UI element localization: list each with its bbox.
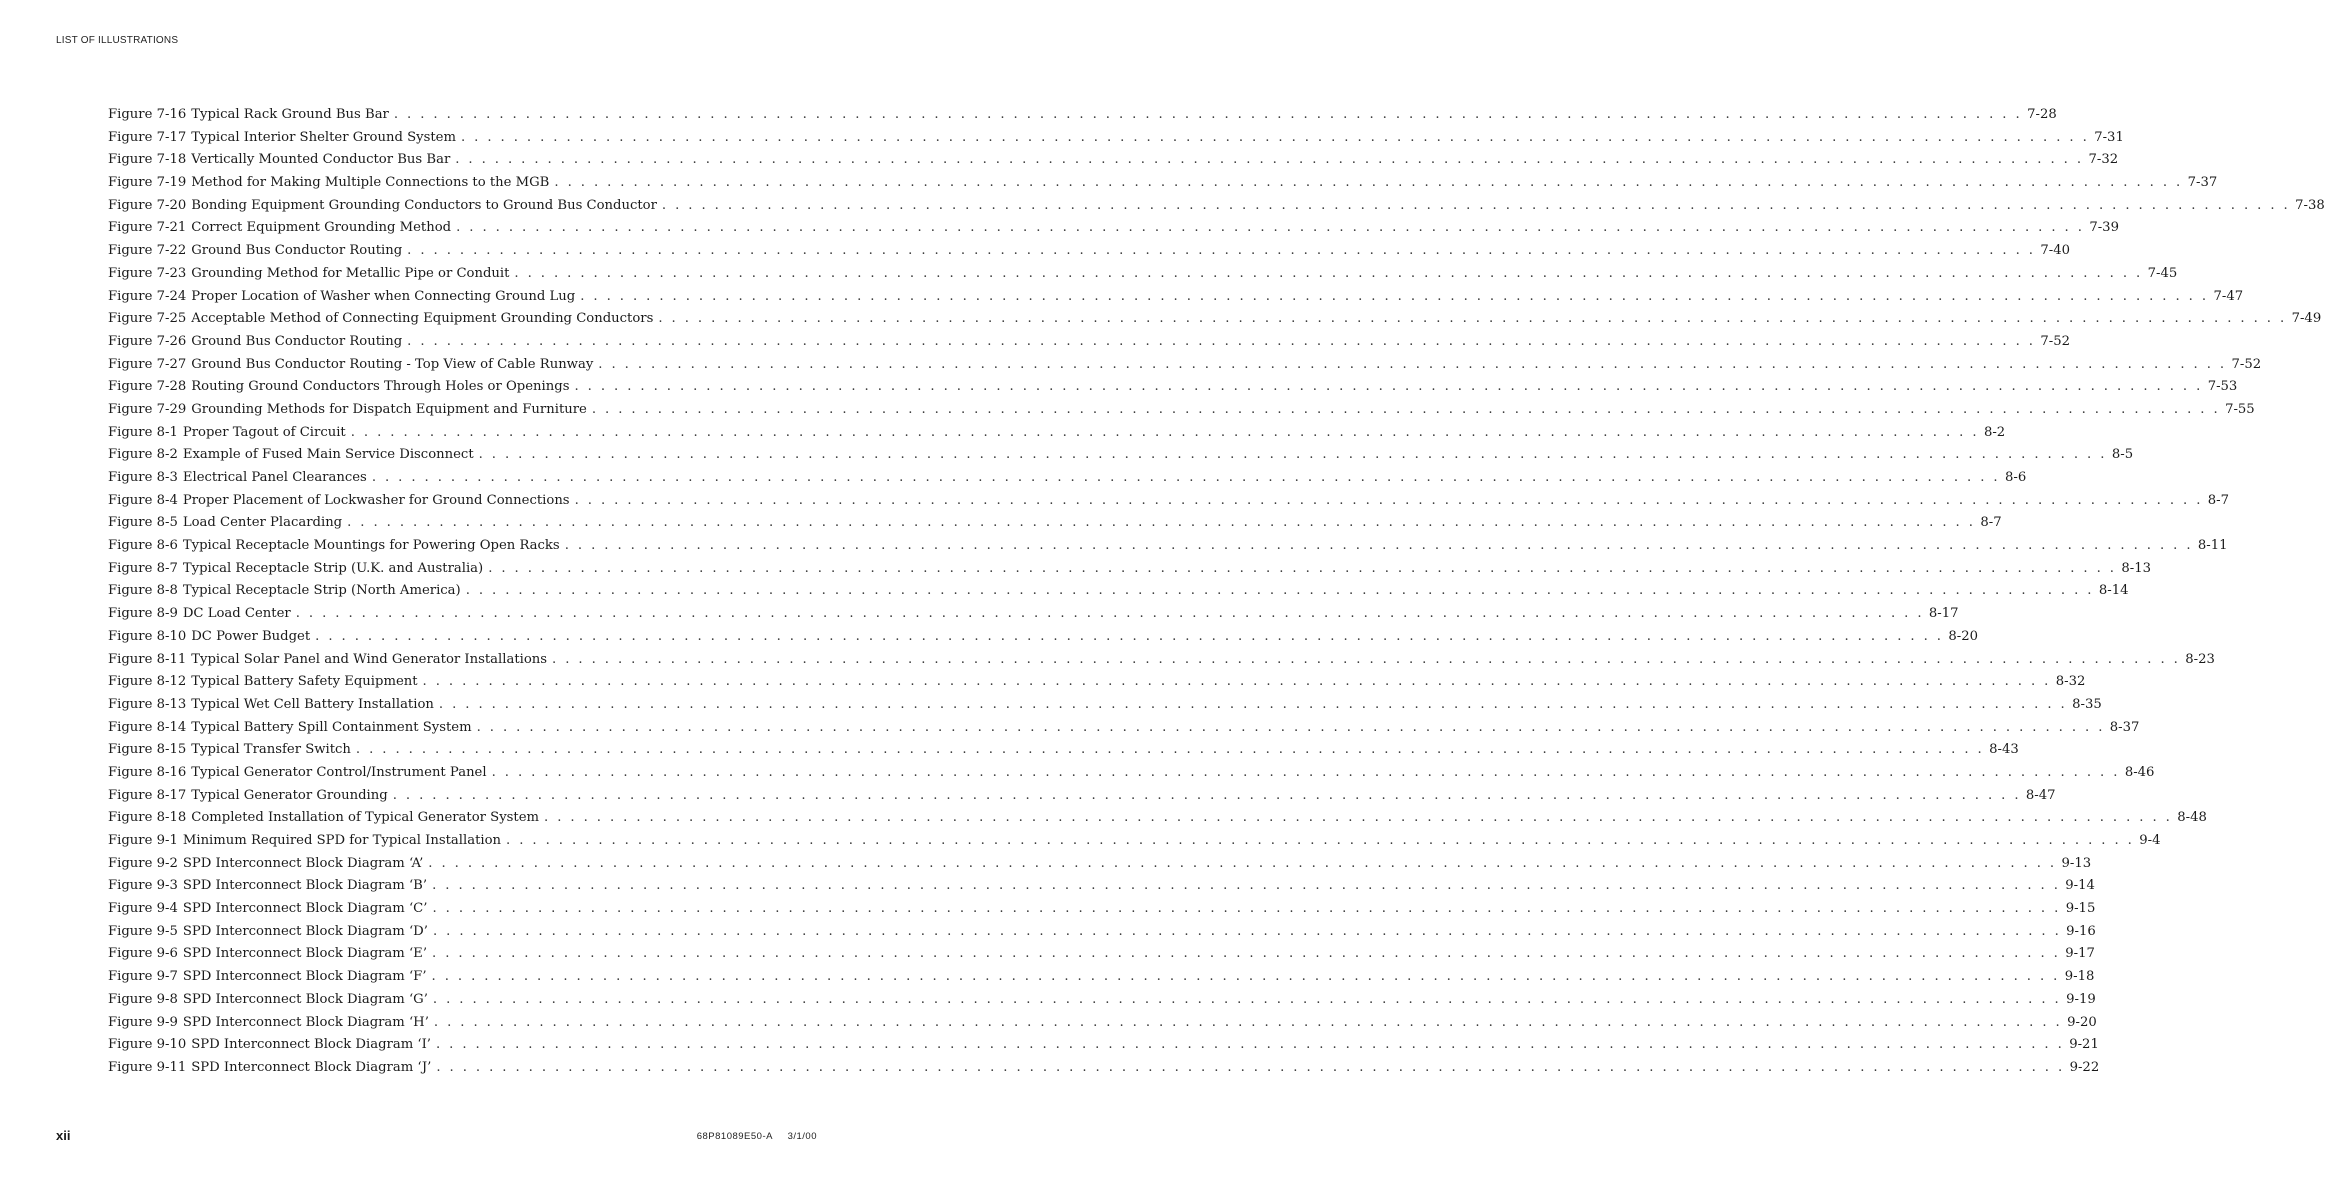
figure-number: Figure 8-7 bbox=[108, 560, 178, 576]
page-reference: 9-20 bbox=[2067, 1014, 2097, 1030]
toc-entry[interactable] bbox=[108, 263, 2178, 286]
dot-leader bbox=[574, 376, 2202, 399]
figure-number: Figure 8-11 bbox=[108, 651, 187, 667]
page-reference: 8-7 bbox=[2207, 492, 2230, 508]
dot-leader bbox=[477, 717, 2105, 740]
figure-title: DC Power Budget bbox=[191, 628, 311, 644]
page-reference: 8-37 bbox=[2109, 719, 2140, 735]
figure-title: Example of Fused Main Service Disconnect bbox=[182, 447, 474, 463]
dot-leader bbox=[432, 966, 2060, 989]
figure-number: Figure 8-2 bbox=[108, 447, 178, 463]
toc-entry[interactable] bbox=[108, 943, 2095, 966]
figure-number: Figure 9-7 bbox=[108, 969, 178, 985]
figure-number: Figure 9-10 bbox=[108, 1037, 187, 1053]
dot-leader bbox=[592, 399, 2220, 422]
figure-title: Typical Receptacle Strip (North America) bbox=[182, 583, 461, 599]
dot-leader bbox=[514, 263, 2142, 286]
dot-leader bbox=[488, 558, 2116, 581]
figure-title: SPD Interconnect Block Diagram ‘D’ bbox=[182, 923, 428, 939]
page-reference: 7-39 bbox=[2089, 220, 2119, 236]
page-reference: 7-32 bbox=[2088, 152, 2119, 168]
dot-leader bbox=[356, 739, 1984, 762]
page-reference: 7-47 bbox=[2213, 288, 2244, 304]
page-reference: 8-48 bbox=[2177, 810, 2207, 826]
page-reference: 8-17 bbox=[1928, 606, 1959, 622]
toc-entry[interactable] bbox=[108, 671, 2086, 694]
figure-number: Figure 8-18 bbox=[108, 810, 187, 826]
figure-number: Figure 7-27 bbox=[108, 356, 187, 372]
page-reference: 9-21 bbox=[2069, 1037, 2099, 1053]
figure-title: Typical Generator Control/Instrument Panel bbox=[191, 764, 487, 780]
page-reference: 8-35 bbox=[2072, 696, 2102, 712]
toc-entry[interactable] bbox=[108, 308, 2322, 331]
toc-entry[interactable] bbox=[108, 1057, 2100, 1080]
toc-entry[interactable] bbox=[108, 354, 2262, 377]
figure-title: Correct Equipment Grounding Method bbox=[191, 220, 452, 236]
dot-leader bbox=[580, 286, 2208, 309]
dot-leader bbox=[393, 785, 2021, 808]
page-reference: 8-43 bbox=[1989, 742, 2019, 758]
dot-leader bbox=[394, 104, 2022, 127]
page-reference: 8-13 bbox=[2121, 560, 2152, 576]
toc-entry[interactable] bbox=[108, 490, 2230, 513]
toc-entry[interactable] bbox=[108, 649, 2215, 672]
figure-title: DC Load Center bbox=[182, 606, 291, 622]
dot-leader bbox=[433, 989, 2061, 1012]
toc-entry[interactable] bbox=[108, 603, 1959, 626]
figure-number: Figure 9-2 bbox=[108, 855, 178, 871]
toc-entry[interactable] bbox=[108, 785, 2056, 808]
figure-title: SPD Interconnect Block Diagram ‘A’ bbox=[182, 855, 424, 871]
toc-entry[interactable] bbox=[108, 558, 2152, 581]
dot-leader bbox=[351, 422, 1979, 445]
figure-title: Typical Rack Ground Bus Bar bbox=[191, 107, 389, 122]
toc-entry[interactable] bbox=[108, 626, 1978, 649]
figure-title: Load Center Placarding bbox=[182, 515, 343, 531]
page-reference: 9-15 bbox=[2065, 901, 2096, 917]
dot-leader bbox=[436, 1034, 2064, 1057]
toc-entry[interactable] bbox=[108, 104, 2057, 127]
figure-title: Routing Ground Conductors Through Holes or Openings bbox=[191, 379, 570, 395]
figure-title: Ground Bus Conductor Routing bbox=[191, 333, 403, 349]
dot-leader bbox=[492, 762, 2120, 785]
figure-title: Proper Location of Washer when Connecting Ground Lug bbox=[191, 288, 576, 304]
toc-entry[interactable] bbox=[108, 830, 2161, 853]
figure-title: Typical Solar Panel and Wind Generator Installations bbox=[191, 651, 548, 667]
figure-number: Figure 8-12 bbox=[108, 674, 187, 690]
figure-title: SPD Interconnect Block Diagram ‘C’ bbox=[182, 901, 428, 917]
figure-title: Electrical Panel Clearances bbox=[182, 470, 367, 485]
figure-title: Typical Receptacle Strip (U.K. and Australia) bbox=[182, 560, 484, 576]
figure-number: Figure 9-6 bbox=[108, 946, 178, 962]
page-number: xii bbox=[56, 1128, 71, 1143]
page-reference: 9-16 bbox=[2066, 923, 2096, 939]
dot-leader bbox=[544, 807, 2172, 830]
page-reference: 9-13 bbox=[2061, 855, 2092, 871]
dot-leader bbox=[662, 195, 2290, 218]
figure-number: Figure 7-23 bbox=[108, 265, 187, 281]
toc-entry[interactable] bbox=[108, 195, 2325, 218]
figure-number: Figure 8-3 bbox=[108, 470, 178, 485]
dot-leader bbox=[434, 1012, 2062, 1035]
figure-number: Figure 7-18 bbox=[108, 152, 187, 168]
toc-entry[interactable] bbox=[108, 217, 2119, 240]
figure-number: Figure 8-10 bbox=[108, 628, 187, 644]
figure-title: Typical Generator Grounding bbox=[191, 787, 388, 803]
figure-number: Figure 9-11 bbox=[108, 1059, 187, 1075]
page-reference: 8-7 bbox=[1980, 515, 2002, 531]
dot-leader bbox=[466, 580, 2094, 603]
document-date: 3/1/00 bbox=[787, 1131, 817, 1142]
dot-leader bbox=[658, 308, 2286, 331]
toc-entry[interactable] bbox=[108, 399, 2255, 422]
dot-leader bbox=[554, 172, 2182, 195]
dot-leader bbox=[455, 149, 2083, 172]
toc-entry[interactable] bbox=[108, 739, 2019, 762]
toc-entry[interactable] bbox=[108, 376, 2238, 399]
toc-entry[interactable] bbox=[108, 762, 2155, 785]
figure-number: Figure 9-1 bbox=[108, 833, 178, 848]
figure-number: Figure 7-21 bbox=[108, 220, 187, 236]
figure-title: Typical Interior Shelter Ground System bbox=[191, 129, 456, 145]
page-reference: 8-47 bbox=[2025, 787, 2056, 803]
figure-number: Figure 7-25 bbox=[108, 311, 187, 327]
toc-entry[interactable] bbox=[108, 535, 2228, 558]
figure-title: SPD Interconnect Block Diagram ‘I’ bbox=[191, 1037, 431, 1053]
dot-leader bbox=[598, 354, 2226, 377]
figure-title: Method for Making Multiple Connections to the MGB bbox=[191, 175, 550, 191]
dot-leader bbox=[432, 875, 2060, 898]
page-reference: 7-53 bbox=[2207, 379, 2238, 395]
page-reference: 7-40 bbox=[2040, 243, 2071, 259]
dot-leader bbox=[407, 331, 2035, 354]
page-reference: 7-55 bbox=[2225, 401, 2255, 417]
toc-entry[interactable] bbox=[108, 898, 2096, 921]
toc-entry[interactable] bbox=[108, 1034, 2099, 1057]
figure-number: Figure 8-13 bbox=[108, 696, 187, 712]
figure-number: Figure 8-6 bbox=[108, 538, 178, 554]
figure-title: Typical Battery Spill Containment System bbox=[191, 719, 472, 735]
figure-title: Proper Placement of Lockwasher for Ground Connections bbox=[182, 492, 570, 508]
page-reference: 8-23 bbox=[2185, 651, 2215, 667]
toc-entry[interactable] bbox=[108, 989, 2096, 1012]
dot-leader bbox=[372, 467, 2000, 490]
page-reference: 9-18 bbox=[2064, 969, 2095, 985]
figure-number: Figure 8-14 bbox=[108, 719, 187, 735]
toc-entry[interactable] bbox=[108, 807, 2207, 830]
figure-title: Proper Tagout of Circuit bbox=[182, 424, 346, 440]
page-reference: 7-52 bbox=[2231, 356, 2262, 372]
page-reference: 7-52 bbox=[2040, 333, 2071, 349]
figure-number: Figure 7-24 bbox=[108, 288, 187, 304]
toc-entry[interactable] bbox=[108, 580, 2129, 603]
figure-title: Acceptable Method of Connecting Equipment Grounding Conductors bbox=[191, 311, 654, 327]
figure-number: Figure 9-8 bbox=[108, 991, 178, 1007]
figure-number: Figure 8-17 bbox=[108, 787, 187, 803]
page-reference: 7-38 bbox=[2295, 197, 2325, 213]
dot-leader bbox=[428, 853, 2056, 876]
toc-entry[interactable] bbox=[108, 512, 2002, 535]
dot-leader bbox=[407, 240, 2035, 263]
figure-title: Typical Receptacle Mountings for Powering Open Racks bbox=[182, 538, 560, 554]
toc-entry[interactable] bbox=[108, 149, 2119, 172]
figure-title: SPD Interconnect Block Diagram ‘J’ bbox=[191, 1059, 432, 1075]
toc-entry[interactable] bbox=[108, 240, 2071, 263]
figure-number: Figure 8-9 bbox=[108, 606, 178, 622]
figure-title: Grounding Method for Metallic Pipe or Conduit bbox=[191, 265, 510, 281]
toc-entry[interactable] bbox=[108, 921, 2096, 944]
dot-leader bbox=[456, 217, 2084, 240]
page-reference: 7-28 bbox=[2027, 107, 2057, 122]
figure-title: SPD Interconnect Block Diagram ‘F’ bbox=[182, 969, 427, 985]
figure-title: SPD Interconnect Block Diagram ‘G’ bbox=[182, 991, 428, 1007]
figure-title: Grounding Methods for Dispatch Equipment and Furniture bbox=[191, 401, 587, 417]
page-reference: 9-19 bbox=[2066, 991, 2096, 1007]
toc-entry[interactable] bbox=[108, 1012, 2097, 1035]
figure-title: Ground Bus Conductor Routing bbox=[191, 243, 403, 259]
list-of-illustrations bbox=[108, 104, 2325, 1080]
running-header-title: LIST OF ILLUSTRATIONS bbox=[56, 35, 179, 46]
page-reference: 8-2 bbox=[1983, 424, 2006, 440]
figure-number: Figure 7-20 bbox=[108, 197, 187, 213]
figure-number: Figure 8-1 bbox=[108, 424, 178, 440]
page-reference: 8-11 bbox=[2197, 538, 2228, 554]
toc-entry[interactable] bbox=[108, 694, 2102, 717]
toc-entry[interactable] bbox=[108, 966, 2095, 989]
figure-number: Figure 7-16 bbox=[108, 107, 187, 122]
page-reference: 8-46 bbox=[2124, 764, 2155, 780]
page-reference: 7-49 bbox=[2291, 311, 2322, 327]
page-reference: 9-17 bbox=[2065, 946, 2095, 962]
page-reference: 7-31 bbox=[2094, 129, 2124, 145]
document-info bbox=[697, 1131, 817, 1142]
page-reference: 7-45 bbox=[2147, 265, 2178, 281]
document-number: 68P81089E50-A bbox=[696, 1131, 773, 1142]
figure-number: Figure 8-15 bbox=[108, 742, 187, 758]
figure-number: Figure 9-4 bbox=[108, 901, 178, 917]
figure-title: SPD Interconnect Block Diagram ‘E’ bbox=[182, 946, 428, 962]
toc-entry[interactable] bbox=[108, 286, 2244, 309]
dot-leader bbox=[552, 649, 2180, 672]
figure-number: Figure 9-3 bbox=[108, 878, 178, 894]
figure-title: Bonding Equipment Grounding Conductors to Ground Bus Conductor bbox=[191, 197, 657, 213]
page-reference: 8-14 bbox=[2098, 583, 2129, 599]
figure-title: Ground Bus Conductor Routing - Top View of Cable Runway bbox=[191, 356, 594, 372]
toc-entry[interactable] bbox=[108, 422, 2006, 445]
figure-title: Typical Wet Cell Battery Installation bbox=[191, 696, 434, 712]
page-reference: 9-22 bbox=[2069, 1059, 2100, 1075]
figure-number: Figure 7-17 bbox=[108, 129, 187, 145]
figure-title: SPD Interconnect Block Diagram ‘H’ bbox=[182, 1014, 429, 1030]
figure-number: Figure 8-5 bbox=[108, 515, 178, 531]
figure-number: Figure 7-19 bbox=[108, 175, 187, 191]
figure-title: Typical Battery Safety Equipment bbox=[191, 674, 418, 690]
page-reference: 9-14 bbox=[2065, 878, 2095, 894]
figure-number: Figure 8-4 bbox=[108, 492, 178, 508]
dot-leader bbox=[423, 671, 2051, 694]
toc-entry[interactable] bbox=[108, 172, 2218, 195]
toc-entry[interactable] bbox=[108, 875, 2095, 898]
figure-title: Minimum Required SPD for Typical Installation bbox=[182, 833, 502, 848]
dot-leader bbox=[432, 898, 2060, 921]
dot-leader bbox=[439, 694, 2067, 717]
dot-leader bbox=[575, 490, 2203, 513]
dot-leader bbox=[479, 444, 2107, 467]
toc-entry[interactable] bbox=[108, 853, 2092, 876]
dot-leader bbox=[315, 626, 1943, 649]
dot-leader bbox=[347, 512, 1975, 535]
figure-number: Figure 7-26 bbox=[108, 333, 187, 349]
figure-title: Typical Transfer Switch bbox=[191, 742, 351, 758]
figure-number: Figure 8-16 bbox=[108, 764, 187, 780]
page-reference: 7-37 bbox=[2187, 175, 2218, 191]
figure-number: Figure 7-22 bbox=[108, 243, 187, 259]
page-reference: 8-32 bbox=[2055, 674, 2086, 690]
page-reference: 8-20 bbox=[1948, 628, 1978, 644]
figure-number: Figure 7-28 bbox=[108, 379, 187, 395]
toc-entry[interactable] bbox=[108, 127, 2124, 150]
figure-number: Figure 7-29 bbox=[108, 401, 187, 417]
dot-leader bbox=[432, 943, 2060, 966]
toc-entry[interactable] bbox=[108, 717, 2140, 740]
page-reference: 9-4 bbox=[2139, 833, 2161, 848]
toc-entry[interactable] bbox=[108, 467, 2027, 490]
dot-leader bbox=[565, 535, 2193, 558]
dot-leader bbox=[436, 1057, 2064, 1080]
page-reference: 8-5 bbox=[2111, 447, 2134, 463]
figure-title: Completed Installation of Typical Generator System bbox=[191, 810, 540, 826]
dot-leader bbox=[461, 127, 2089, 150]
figure-title: SPD Interconnect Block Diagram ‘B’ bbox=[182, 878, 428, 894]
figure-number: Figure 9-5 bbox=[108, 923, 178, 939]
page-reference: 8-6 bbox=[2005, 470, 2027, 485]
dot-leader bbox=[433, 921, 2061, 944]
dot-leader bbox=[506, 830, 2134, 853]
toc-entry[interactable] bbox=[108, 444, 2134, 467]
toc-entry[interactable] bbox=[108, 331, 2071, 354]
figure-number: Figure 9-9 bbox=[108, 1014, 178, 1030]
figure-number: Figure 8-8 bbox=[108, 583, 178, 599]
figure-title: Vertically Mounted Conductor Bus Bar bbox=[191, 152, 451, 168]
dot-leader bbox=[296, 603, 1924, 626]
